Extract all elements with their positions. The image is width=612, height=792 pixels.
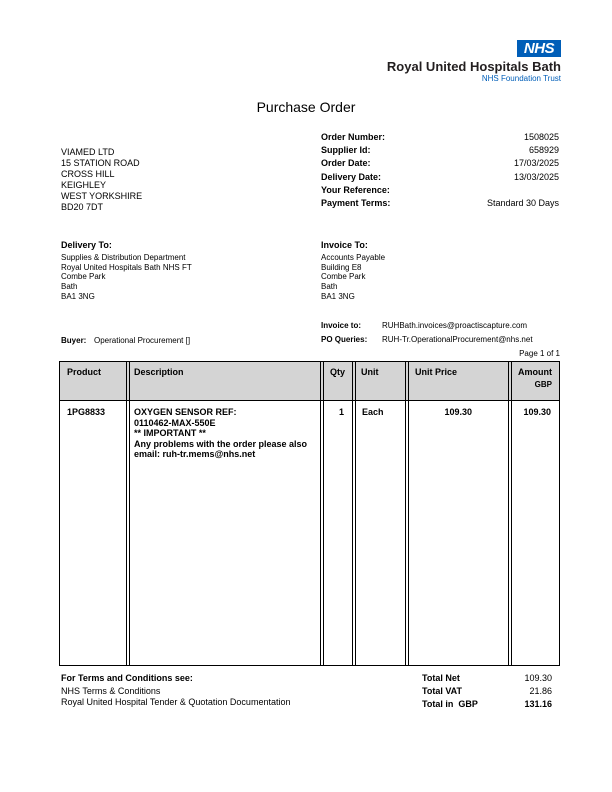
supplier-address-line: WEST YORKSHIRE <box>61 191 143 201</box>
description-line: Any problems with the order please also <box>134 438 308 449</box>
order-info-label: Delivery Date: <box>321 171 382 182</box>
total-net-label: Total Net <box>422 673 460 683</box>
total-gbp-label: Total in GBP <box>422 699 478 709</box>
column-divider <box>405 362 406 665</box>
total-vat-label: Total VAT <box>422 686 462 696</box>
invoice-line: Accounts Payable <box>321 253 386 262</box>
invoice-to-label: Invoice to: <box>321 321 362 330</box>
supplier-address-line: 15 STATION ROAD <box>61 158 140 168</box>
order-info-value: Standard 30 Days <box>486 197 559 208</box>
total-gbp-value: 131.16 <box>524 699 552 709</box>
row-qty: 1 <box>339 407 345 417</box>
description-line: email: ruh-tr.mems@nhs.net <box>134 449 256 459</box>
order-info-row <box>321 198 559 211</box>
row-unit: Each <box>362 407 384 417</box>
row-unit-price: 109.30 <box>444 407 472 417</box>
buyer-label: Buyer: <box>61 336 87 345</box>
order-info <box>321 132 559 211</box>
delivery-heading: Delivery To: <box>61 240 112 250</box>
order-info-label: Your Reference: <box>321 184 390 195</box>
description-line: 0110462-MAX-550E <box>134 417 216 428</box>
terms-line[interactable]: Royal United Hospital Tender & Quotation Documentation <box>61 697 291 707</box>
invoice-line: BA1 3NG <box>321 291 355 301</box>
order-info-row <box>321 172 559 185</box>
delivery-line: Bath <box>61 282 78 292</box>
page-title: Purchase Order <box>256 99 356 115</box>
supplier-address-line: KEIGHLEY <box>61 180 107 190</box>
order-info-value: 17/03/2025 <box>513 158 559 169</box>
trust-name: Royal United Hospitals Bath <box>386 59 561 74</box>
total-vat-value: 21.86 <box>529 686 552 696</box>
column-divider <box>508 362 509 665</box>
column-divider <box>320 362 321 665</box>
description-line: ** IMPORTANT ** <box>134 428 206 438</box>
order-info-value: 658929 <box>528 145 559 156</box>
delivery-line: Combe Park <box>61 272 106 282</box>
col-currency: GBP <box>534 380 552 389</box>
po-queries-email[interactable]: RUH-Tr.OperationalProcurement@nhs.net <box>382 335 533 344</box>
terms-heading: For Terms and Conditions see: <box>61 673 193 683</box>
delivery-line: Supplies & Distribution Department <box>61 253 186 262</box>
supplier-address-line: BD20 7DT <box>61 202 104 212</box>
col-unit: Unit <box>361 367 379 377</box>
nhs-logo: NHS <box>517 40 561 57</box>
order-info-row <box>321 158 559 171</box>
order-info-label: Order Number: <box>321 132 386 142</box>
order-info-row <box>321 132 559 145</box>
col-product: Product <box>67 367 102 377</box>
invoice-block <box>321 240 385 302</box>
description-line: OXYGEN SENSOR REF: <box>134 407 237 417</box>
column-divider <box>352 362 353 665</box>
row-description <box>134 407 307 460</box>
order-info-row <box>321 185 559 198</box>
order-info-label: Payment Terms: <box>321 197 391 208</box>
row-amount: 109.30 <box>523 407 551 417</box>
col-qty: Qty <box>330 367 346 377</box>
supplier-address-line: CROSS HILL <box>61 169 115 179</box>
invoice-to-email[interactable]: RUHBath.invoices@proactiscapture.com <box>382 321 528 330</box>
invoice-line: Combe Park <box>321 272 366 282</box>
page-number: Page 1 of 1 <box>519 349 560 358</box>
order-info-label: Order Date: <box>321 158 371 169</box>
col-unit-price: Unit Price <box>415 367 458 377</box>
column-divider <box>126 362 127 665</box>
supplier-name: VIAMED LTD <box>61 147 115 157</box>
order-info-row <box>321 145 559 158</box>
po-queries-label: PO Queries: <box>321 335 368 344</box>
supplier-block <box>61 147 142 213</box>
invoice-heading: Invoice To: <box>321 240 368 250</box>
order-info-value: 13/03/2025 <box>513 171 559 182</box>
total-net-value: 109.30 <box>524 673 552 683</box>
invoice-line: Building E8 <box>321 262 362 272</box>
col-description: Description <box>134 367 184 377</box>
row-product: 1PG8833 <box>67 407 106 417</box>
buyer-value: Operational Procurement [] <box>94 336 191 345</box>
order-info-label: Supplier Id: <box>321 145 371 156</box>
order-info-value: 1508025 <box>523 132 559 142</box>
delivery-line: BA1 3NG <box>61 291 95 301</box>
invoice-line: Bath <box>321 282 338 292</box>
trust-subtitle: NHS Foundation Trust <box>481 74 561 83</box>
delivery-line: Royal United Hospitals Bath NHS FT <box>61 262 192 272</box>
col-amount: Amount <box>518 367 552 377</box>
terms-line[interactable]: NHS Terms & Conditions <box>61 686 161 696</box>
terms-block <box>61 673 290 708</box>
delivery-block <box>61 240 192 302</box>
